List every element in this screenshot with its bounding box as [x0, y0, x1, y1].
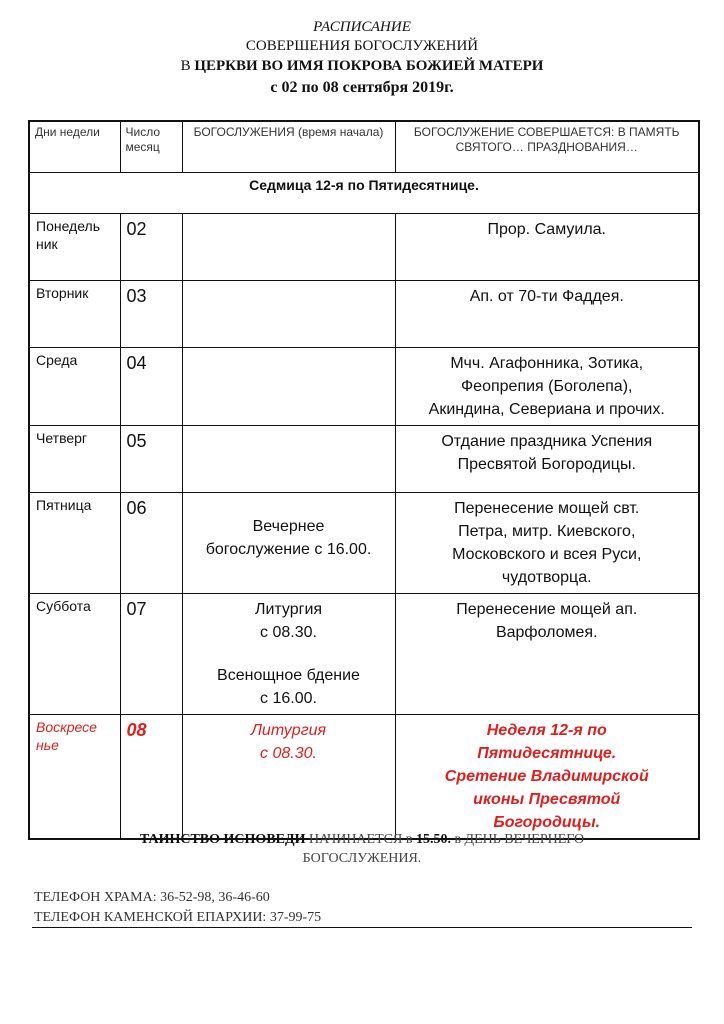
- service-line: Литургия: [254, 601, 323, 618]
- feast-cell: [395, 715, 699, 840]
- table-row: [29, 493, 699, 594]
- feast-line: Перенесение мощей свт.: [454, 500, 640, 517]
- confession-text-2: в ДЕНЬ ВЕЧЕРНЕГО: [450, 832, 585, 847]
- feast-cell: [395, 281, 699, 348]
- services-cell: [182, 426, 395, 493]
- feast-line: Прор. Самуила.: [487, 221, 606, 238]
- feast-line: Акиндина, Севериана и прочих.: [428, 401, 665, 418]
- table-header-row: [29, 121, 699, 173]
- date-cell: [120, 348, 182, 426]
- date-cell: [120, 281, 182, 348]
- day-cell-text: Четверг: [36, 430, 88, 446]
- column-header-date: Число месяц: [120, 121, 182, 173]
- contacts: [34, 888, 321, 928]
- confession-text-3: БОГОСЛУЖЕНИЯ.: [302, 851, 422, 866]
- feast-cell: [395, 426, 699, 493]
- service-line: Всенощное бдение: [217, 667, 360, 684]
- date-cell-text: 03: [126, 286, 147, 306]
- column-header-day: Дни недели: [29, 121, 120, 173]
- table-row: [29, 594, 699, 715]
- day-cell-text: Воскресе нье: [36, 719, 97, 753]
- schedule-heading: РАСПИСАНИЕ: [313, 19, 411, 35]
- confession-note: [0, 830, 724, 868]
- week-title-row: [29, 173, 699, 214]
- feast-line: Петра, митр. Киевского,: [458, 523, 636, 540]
- confession-time: 15.50.: [415, 832, 451, 847]
- services-cell: [182, 715, 395, 840]
- temple-phone: ТЕЛЕФОН ХРАМА: 36-52-98, 36-46-60: [34, 890, 270, 905]
- service-line: богослужение с 16.00.: [205, 541, 372, 558]
- date-cell-text: 05: [126, 431, 147, 451]
- day-cell-text: Суббота: [36, 598, 91, 614]
- feast-cell: [395, 214, 699, 281]
- day-cell-text: Понедель ник: [36, 218, 101, 252]
- confession-bold: ТАИНСТВО ИСПОВЕДИ: [139, 832, 306, 847]
- services-cell: [182, 281, 395, 348]
- church-name: [0, 58, 724, 75]
- services-cell: [182, 594, 395, 715]
- date-cell: [120, 715, 182, 840]
- feast-line: Мчч. Агафонника, Зотика,: [450, 355, 644, 372]
- day-cell: [29, 281, 120, 348]
- day-cell-text: Пятница: [36, 497, 92, 513]
- feast-line: Богородицы.: [493, 814, 601, 831]
- date-cell: [120, 493, 182, 594]
- day-cell: [29, 493, 120, 594]
- day-cell: [29, 348, 120, 426]
- date-cell: [120, 426, 182, 493]
- date-range: с 02 по 08 сентября 2019г.: [270, 79, 454, 96]
- service-line: с 16.00.: [260, 690, 317, 707]
- feast-line: Отдание праздника Успения: [441, 433, 653, 450]
- services-cell: [182, 348, 395, 426]
- date-cell-text: 04: [126, 353, 147, 373]
- week-title: Седмица 12-я по Пятидесятнице.: [29, 173, 699, 214]
- footer-divider: [32, 927, 692, 928]
- church-prefix: В: [180, 58, 195, 74]
- date-cell-text: 02: [126, 219, 147, 239]
- day-cell-text: Среда: [36, 352, 78, 368]
- date-cell: [120, 214, 182, 281]
- date-cell: [120, 594, 182, 715]
- date-cell-text: 06: [126, 498, 147, 518]
- eparchy-phone: ТЕЛЕФОН КАМЕНСКОЙ ЕПАРХИИ: 37-99-75: [34, 910, 322, 925]
- feast-line: чудотворца.: [501, 569, 592, 586]
- service-line: Литургия: [250, 722, 327, 739]
- church-title: ЦЕРКВИ ВО ИМЯ ПОКРОВА БОЖИЕЙ МАТЕРИ: [194, 58, 544, 74]
- feast-line: иконы Пресвятой: [473, 791, 621, 808]
- table-row: [29, 715, 699, 840]
- feast-line: Феопрепия (Боголепа),: [461, 378, 633, 395]
- day-cell: [29, 214, 120, 281]
- feast-line: Сретение Владимирской: [444, 768, 649, 785]
- services-cell: [182, 493, 395, 594]
- day-cell: [29, 426, 120, 493]
- feast-line: Варфоломея.: [495, 624, 598, 641]
- table-row: [29, 281, 699, 348]
- feast-line: Ап. от 70-ти Фаддея.: [469, 288, 624, 305]
- feast-line: Неделя 12-я по: [486, 722, 607, 739]
- day-cell: [29, 594, 120, 715]
- services-cell: [182, 214, 395, 281]
- schedule-table: [28, 120, 700, 840]
- feast-line: Московского и всея Руси,: [452, 546, 642, 563]
- column-header-feast: БОГОСЛУЖЕНИЕ СОВЕРШАЕТСЯ: В ПАМЯТЬ СВЯТОГО… ПРАЗДНОВАНИЯ…: [395, 121, 699, 173]
- service-line: с 08.30.: [260, 624, 317, 641]
- day-cell: [29, 715, 120, 840]
- table-row: [29, 426, 699, 493]
- table-row: [29, 214, 699, 281]
- feast-line: Пресвятой Богородицы.: [457, 456, 636, 473]
- service-line: Вечернее: [252, 518, 325, 535]
- date-cell-text: 08: [126, 720, 147, 740]
- date-cell-text: 07: [126, 599, 147, 619]
- feast-line: Пятидесятнице.: [477, 745, 617, 762]
- feast-line: Перенесение мощей ап.: [456, 601, 638, 618]
- table-row: [29, 348, 699, 426]
- feast-cell: [395, 594, 699, 715]
- schedule-subheading: СОВЕРШЕНИЯ БОГОСЛУЖЕНИЙ: [245, 38, 479, 54]
- day-cell-text: Вторник: [36, 285, 89, 301]
- service-line: с 08.30.: [260, 745, 317, 762]
- column-header-services: БОГОСЛУЖЕНИЯ (время начала): [182, 121, 395, 173]
- feast-cell: [395, 348, 699, 426]
- confession-text-1: НАЧИНАЕТСЯ в: [305, 832, 416, 847]
- feast-cell: [395, 493, 699, 594]
